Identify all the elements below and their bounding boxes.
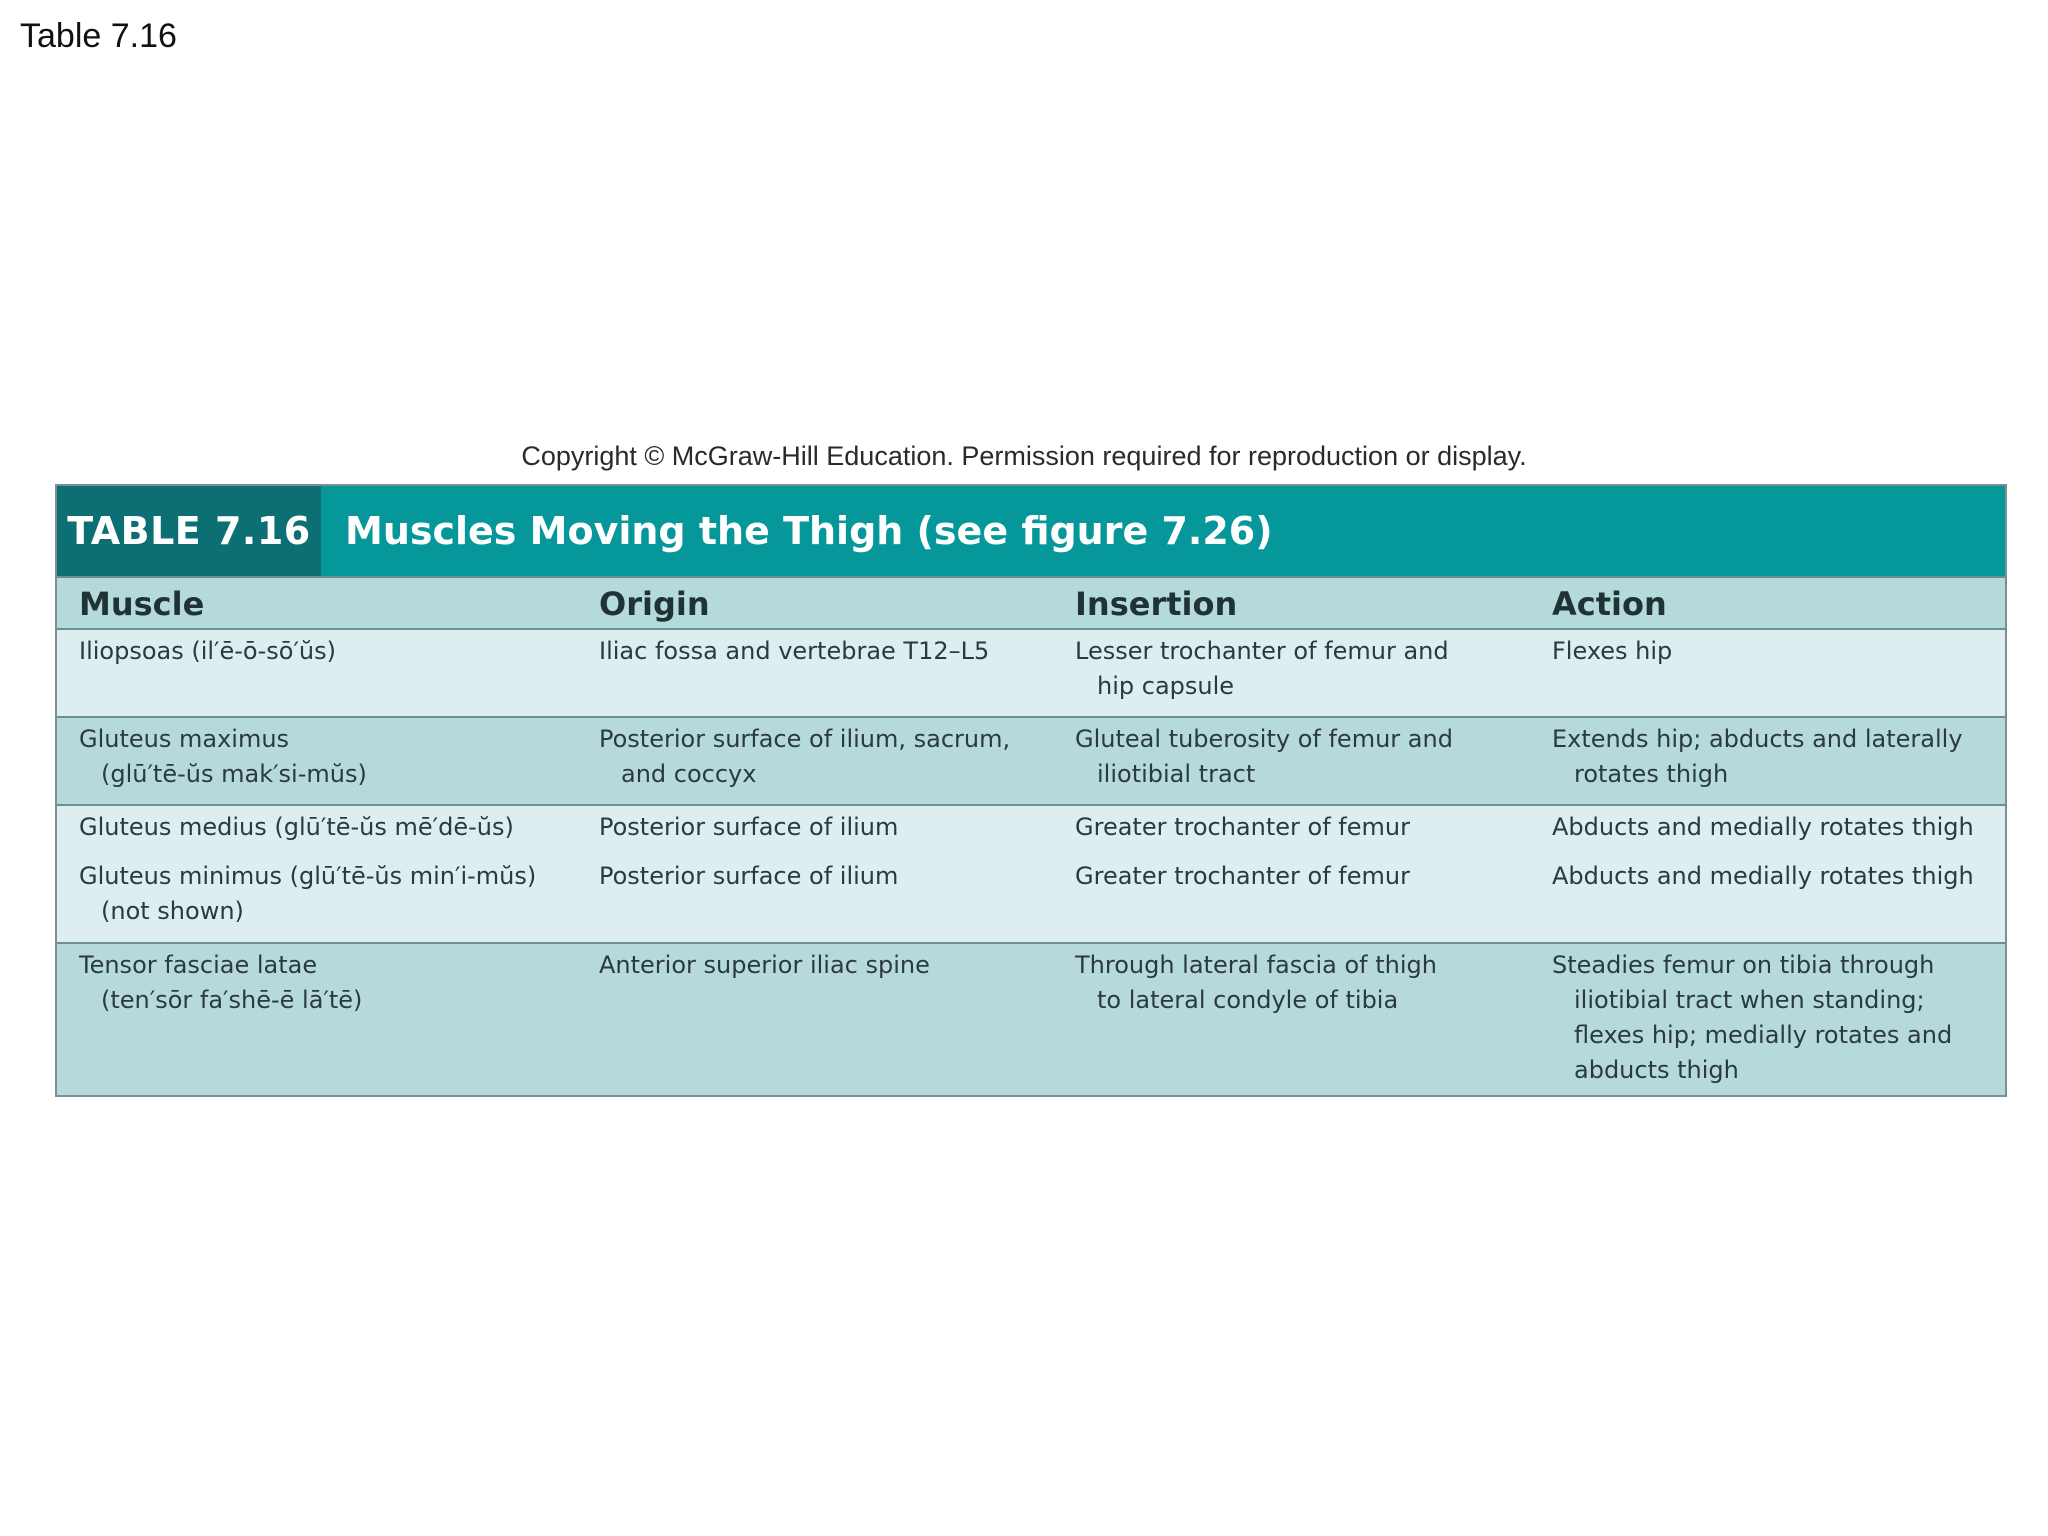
cell-insertion [1075,810,1410,845]
table-banner [57,486,2005,578]
cell-line: Anterior superior iliac spine [599,951,930,979]
cell-insertion [1075,859,1410,894]
cell-line: Steadies femur on tibia through [1552,951,1935,979]
table-row-gluteus-maximus [57,718,2005,806]
cell-line: hip capsule [1097,672,1235,700]
cell-origin [599,722,1010,792]
cell-line: Flexes hip [1552,637,1673,665]
cell-origin [599,810,898,845]
column-header-origin: Origin [599,585,710,623]
cell-insertion [1075,948,1437,1018]
table-caption: Muscles Moving the Thigh (see figure 7.26) [345,509,1273,553]
cell-muscle [79,722,367,792]
cell-line: Gluteal tuberosity of femur and [1075,725,1453,753]
cell-line: rotates thigh [1574,760,1729,788]
cell-muscle [79,810,514,845]
cell-line: abducts thigh [1574,1056,1739,1084]
cell-line: to lateral condyle of tibia [1097,986,1399,1014]
cell-insertion [1075,634,1449,704]
cell-line: (not shown) [101,897,244,925]
cell-action [1552,722,1963,792]
cell-muscle [79,948,362,1018]
cell-insertion [1075,722,1453,792]
cell-muscle [79,634,336,669]
copyright-notice: Copyright © McGraw-Hill Education. Permission required for reproduction or display. [521,441,1527,471]
cell-line: Gluteus minimus (glū′tē-ŭs min′i-mŭs) [79,862,537,890]
cell-line: Posterior surface of ilium [599,813,899,841]
cell-line: Posterior surface of ilium, sacrum, [599,725,1011,753]
cell-line: Through lateral fascia of thigh [1075,951,1437,979]
table-number: TABLE 7.16 [57,486,321,576]
cell-action [1552,948,1952,1088]
cell-line: flexes hip; medially rotates and [1574,1021,1953,1049]
cell-line: Extends hip; abducts and laterally [1552,725,1963,753]
cell-origin [599,634,989,669]
table-row-iliopsoas [57,630,2005,718]
cell-line: Gluteus maximus [79,725,290,753]
table-row-tensor-fasciae-latae [57,944,2005,1097]
cell-line: iliotibial tract when standing; [1574,986,1925,1014]
cell-action [1552,859,1974,894]
cell-action [1552,810,1974,845]
cell-line: iliotibial tract [1097,760,1256,788]
cell-line: (glū′tē-ŭs mak′si-mŭs) [101,760,367,788]
cell-origin [599,859,898,894]
column-header-insertion: Insertion [1075,585,1238,623]
column-header-action: Action [1552,585,1667,623]
cell-origin [599,948,930,983]
cell-line: Iliac fossa and vertebrae T12–L5 [599,637,990,665]
cell-line: Greater trochanter of femur [1075,862,1410,890]
cell-line: Lesser trochanter of femur and [1075,637,1449,665]
column-header-muscle: Muscle [79,585,205,623]
cell-muscle [79,859,536,929]
column-header-row [57,578,2005,630]
cell-line: Iliopsoas (il′ē-ō-sō′ŭs) [79,637,336,665]
cell-line: and coccyx [621,760,757,788]
cell-line: (ten′sōr fa′shē-ē lā′tē) [101,986,363,1014]
cell-line: Greater trochanter of femur [1075,813,1410,841]
cell-line: Posterior surface of ilium [599,862,899,890]
cell-line: Gluteus medius (glū′tē-ŭs mē′dē-ŭs) [79,813,514,841]
table-row-group-gluteus-medius-minimus [57,806,2005,944]
muscle-table [55,484,2007,1097]
cell-line: Tensor fasciae latae [79,951,318,979]
cell-line: Abducts and medially rotates thigh [1552,813,1974,841]
cell-line: Abducts and medially rotates thigh [1552,862,1974,890]
slide-title: Table 7.16 [20,17,177,55]
cell-action [1552,634,1672,669]
